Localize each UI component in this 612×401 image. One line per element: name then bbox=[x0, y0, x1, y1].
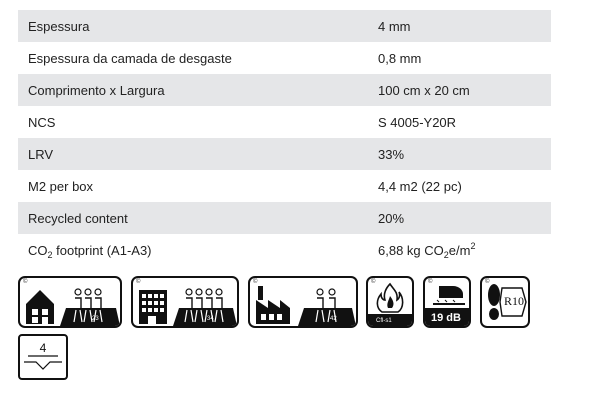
fire-class-icon bbox=[366, 276, 414, 328]
spec-row-ncs bbox=[18, 106, 551, 138]
spec-label: Recycled content bbox=[28, 210, 128, 226]
spec-value: 33% bbox=[378, 146, 405, 162]
spec-label: Comprimento x Largura bbox=[28, 82, 165, 98]
spec-row-recycled bbox=[18, 202, 551, 234]
co2-label-text: CO bbox=[28, 242, 48, 258]
industrial-use-icon bbox=[248, 276, 358, 328]
spec-label: LRV bbox=[28, 146, 54, 162]
copyright-mark: © bbox=[485, 279, 490, 285]
spec-label: M2 per box bbox=[28, 178, 94, 194]
fire-class-label: Cfl-s1 bbox=[376, 318, 392, 324]
commercial-class-number: 34 bbox=[207, 316, 214, 322]
spec-row-m2-per-box bbox=[18, 170, 551, 202]
impact-sound-icon bbox=[423, 276, 471, 328]
spec-label: Espessura da camada de desgaste bbox=[28, 50, 232, 66]
spec-label bbox=[18, 243, 378, 258]
copyright-mark: © bbox=[253, 279, 258, 285]
spec-row-co2 bbox=[18, 234, 551, 266]
spec-value: 4,4 m2 (22 pc) bbox=[378, 178, 462, 194]
copyright-mark: © bbox=[371, 279, 376, 285]
residential-use-icon bbox=[18, 276, 122, 328]
industrial-class-number: 42 bbox=[330, 316, 337, 322]
spec-value: 20% bbox=[378, 210, 405, 226]
slip-rating: R10 bbox=[504, 294, 525, 308]
commercial-use-icon bbox=[131, 276, 239, 328]
specifications-table bbox=[18, 10, 551, 266]
spec-value: S 4005-Y20R bbox=[378, 114, 457, 130]
spec-value: 4 mm bbox=[378, 18, 411, 34]
copyright-mark: © bbox=[23, 279, 28, 285]
copyright-mark: © bbox=[136, 279, 141, 285]
spec-value: 100 cm x 20 cm bbox=[378, 82, 470, 98]
co2-value-sup: 2 bbox=[470, 240, 476, 251]
co2-value-unit: e/m bbox=[448, 242, 471, 258]
co2-label-rest: footprint (A1-A3) bbox=[52, 242, 152, 258]
spec-row-dimensions bbox=[18, 74, 551, 106]
spec-label: Espessura bbox=[28, 18, 90, 34]
spec-row-lrv bbox=[18, 138, 551, 170]
co2-value-sub: 2 bbox=[443, 249, 449, 260]
spec-value: 0,8 mm bbox=[378, 50, 422, 66]
slip-resistance-icon bbox=[480, 276, 530, 328]
co2-value-text: 6,88 kg CO bbox=[378, 242, 444, 258]
co2-label-sub: 2 bbox=[47, 249, 53, 260]
spec-row-thickness bbox=[18, 10, 551, 42]
thickness-icon bbox=[18, 334, 68, 380]
spec-row-wear-layer bbox=[18, 42, 551, 74]
spec-value bbox=[378, 240, 551, 260]
sound-value: 19 dB bbox=[431, 312, 461, 324]
residential-class-number: 23 bbox=[92, 316, 99, 322]
copyright-mark: © bbox=[428, 279, 433, 285]
thickness-value: 4 bbox=[39, 341, 47, 355]
spec-label: NCS bbox=[28, 114, 56, 130]
